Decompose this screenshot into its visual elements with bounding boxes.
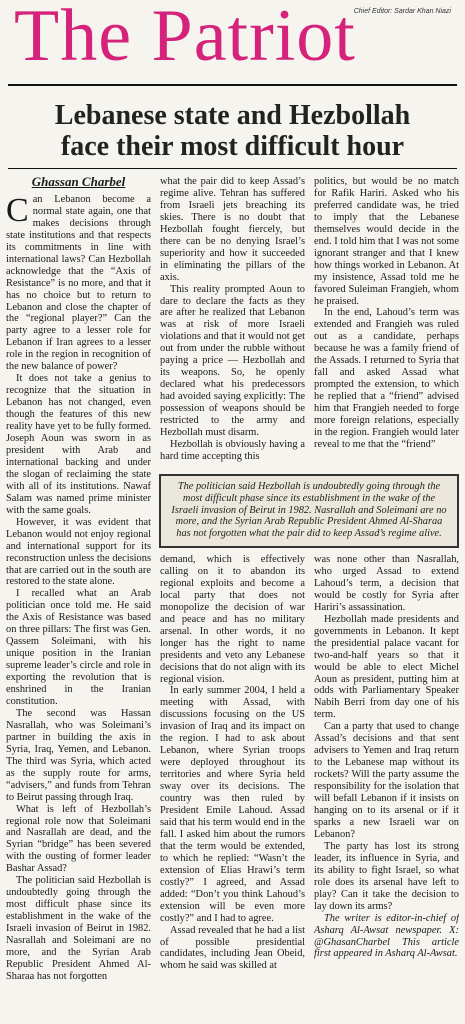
masthead-title: The Patriot [14, 0, 356, 77]
paragraph: The politician said Hezbollah is undoubtedly going through the most difficult phase since its establishment in the wake of the Israeli invasion of Beirut in 1982. Nasrallah and Soleimani are no more, and the Syrian Arab Republic President Ahmed Al-Sharaa has not forgotten [6, 875, 151, 982]
paragraph: politics, but would be no match for Rafik Hariri. Asked who his preferred candidate was, he tried to imply that the Lebanese themselves would decide in the end. I told him that I was not some ignorant stranger and that I knew how things worked in Lebanon. At my insistence, Assad told me he favored Suleiman Frangieh, whom he praised. [314, 176, 459, 307]
paragraph: In the end, Lahoud’s term was extended and Frangieh was ruled out as a candidate, perhaps because he was a family friend of the Assads. I returned to Syria that fall and asked Assad what prompted the extension, to which he replied that a “friend” advised him that Frangieh needed to forge more foreign relations, especially in the region. Frangieh would later reveal to me that the “friend” [314, 307, 459, 450]
headline-rule [8, 168, 457, 169]
paragraph: demand, which is effectively calling on it to abandon its regional exploits and become a local party that does not monopolize the decision of war and peace and has no military arsenal. In other words, it no longer has the right to name presidents and veto any Lebanese decisions that do not align with its regional vision. [160, 554, 305, 685]
paragraph: In early summer 2004, I held a meeting with Assad, with discussions focusing on the US invasion of Iraq and its impact on the region. I had to ask about Lebanon, where Syrian troops were deployed throughout its territories and where Syria held sway over its decisions. The country was then ruled by President Emile Lahoud. Assad said that his term would end in the fall. I asked him about the rumors that the term would be extended, to which he replied: “Wasn’t the extension of Elias Hrawi’s term costly?” I agreed, and Assad added: “Don’t you think Lahoud’s extension will be even more costly?” and I had to agree. [160, 685, 305, 924]
paragraph: what the pair did to keep Assad’s regime alive. Tehran has suffered from Israeli jets breaching its skies. There is no doubt that Hezbollah fought fiercely, but there can be no denying Israel’s superiority and how it succeeded in eliminating the pillars of the axis. [160, 176, 305, 283]
paragraph: The party has lost its strong leader, its influence in Syria, and its ability to fight Israel, so what role does its arsenal have left to play? Can it take the decision to lay down its arms? [314, 840, 459, 912]
article-column-2-top [160, 176, 305, 468]
paragraph: was none other than Nasrallah, who urged Assad to extend Lahoud’s term, a decision that would be costly for Syria after Hariri’s assassination. [314, 554, 459, 613]
masthead [0, 0, 465, 78]
paragraph: It does not take a genius to recognize that the situation in Lebanon has not changed, even though the features of this new reality have yet to be fully formed. Joseph Aoun was sworn in as president with Arab and international backing and under the slogan of reclaiming the state with all of its institutions. Nawaf Salam was named prime minister with the same goals. [6, 373, 151, 516]
headline-line-1: Lebanese state and Hezbollah [54, 100, 411, 131]
article-column-2-bottom [160, 554, 305, 1020]
masthead-rule [8, 84, 457, 86]
paragraph: This reality prompted Aoun to dare to declare the facts as they are after he realized that Lebanon was at risk of more Israeli violations and that it would not get out from under the rubble without paying a price — Hezbollah and its weapons. So, he openly declared what his predecessors had avoided saying explicitly: The possession of weapons should be restricted to the army and Hezbollah must disarm. [160, 283, 305, 439]
article-column-1 [6, 176, 151, 1016]
paragraph: However, it was evident that Lebanon would not enjoy regional and international support for its reconstruction unless the decisions that are carried out in the south are restored to the state alone. [6, 516, 151, 588]
chief-editor-credit: Chief Editor: Sardar Khan Niazi [353, 8, 451, 15]
paragraph: Can a party that used to change Assad’s decisions and that sent advisers to Yemen and Iraq return to the Lebanese map without its rockets? Will the party assume the responsibility for the isolation that will befall Lebanon if it insists on hanging on to its arsenal or if it sparks a new Israeli war on Lebanon? [314, 721, 459, 840]
paragraph: Hezbollah is obviously having a hard time accepting this [160, 438, 305, 462]
author-note: The writer is editor-in-chief of Asharq Al-Awsat newspaper. X: @GhasanCharbel This article first appeared in Asharq Al-Awsat. [314, 912, 459, 960]
article-column-3-bottom [314, 554, 459, 1020]
article-column-3-top [314, 176, 459, 468]
pull-quote: The politician said Hezbollah is undoubtedly going through the most difficult phase since its establishment in the wake of the Israeli invasion of Beirut in 1982. Nasrallah and Soleimani are no more, and the Syrian Arab Republic President Ahmed Al-Sharaa has not forgotten what the pair did to keep Assad’s regime alive. [159, 474, 459, 548]
drop-cap: C [6, 191, 29, 229]
article-headline [0, 100, 465, 162]
paragraph: Assad revealed that he had a list of possible presidential candidates, including Jean Obeid, whom he said was skilled at [160, 924, 305, 972]
paragraph: Hezbollah made presidents and governments in Lebanon. It kept the presidential palace vacant for two-and-half years so that it would be able to elect Michel Aoun as president, putting him at odds with Parliamentary Speaker Nabih Berri from day one of his term. [314, 613, 459, 721]
paragraph: I recalled what an Arab politician once told me. He said the Axis of Resistance was based on three pillars: The first was Gen. Qassem Soleimani, with his unique position in the Iranian supreme leader’s circle and role in exporting the revolution that is enshrined in the Iranian constitution. [6, 588, 151, 707]
byline: Ghassan Charbel [31, 176, 126, 189]
paragraph: What is left of Hezbollah’s regional role now that Soleimani and Nasrallah are dead, and the Syrian “bridge” has been severed with the ousting of former leader Bashar Assad? [6, 803, 151, 875]
headline-line-2: face their most difficult hour [60, 131, 405, 162]
paragraph: Can Lebanon become a normal state again, one that makes decisions through state institutions and that respects its commitments in line with international laws? Can Hezbollah acknowledge that the “Axis of Resistance” is no more, and that it has no choice but to return to Lebanon and close the chapter of the “regional player?” Can the party agree to a lesser role for Lebanon if Iran agrees to a lesser role in the region in recognition of the new balance of power? [6, 191, 151, 373]
paragraph: The second was Hassan Nasrallah, who was Soleimani’s partner in building the axis in Syria, Iraq, Yemen, and Lebanon. The third was Syria, which acted as the supply route for arms, “advisers,” and funds from Tehran to Beirut passing through Iraq. [6, 707, 151, 803]
